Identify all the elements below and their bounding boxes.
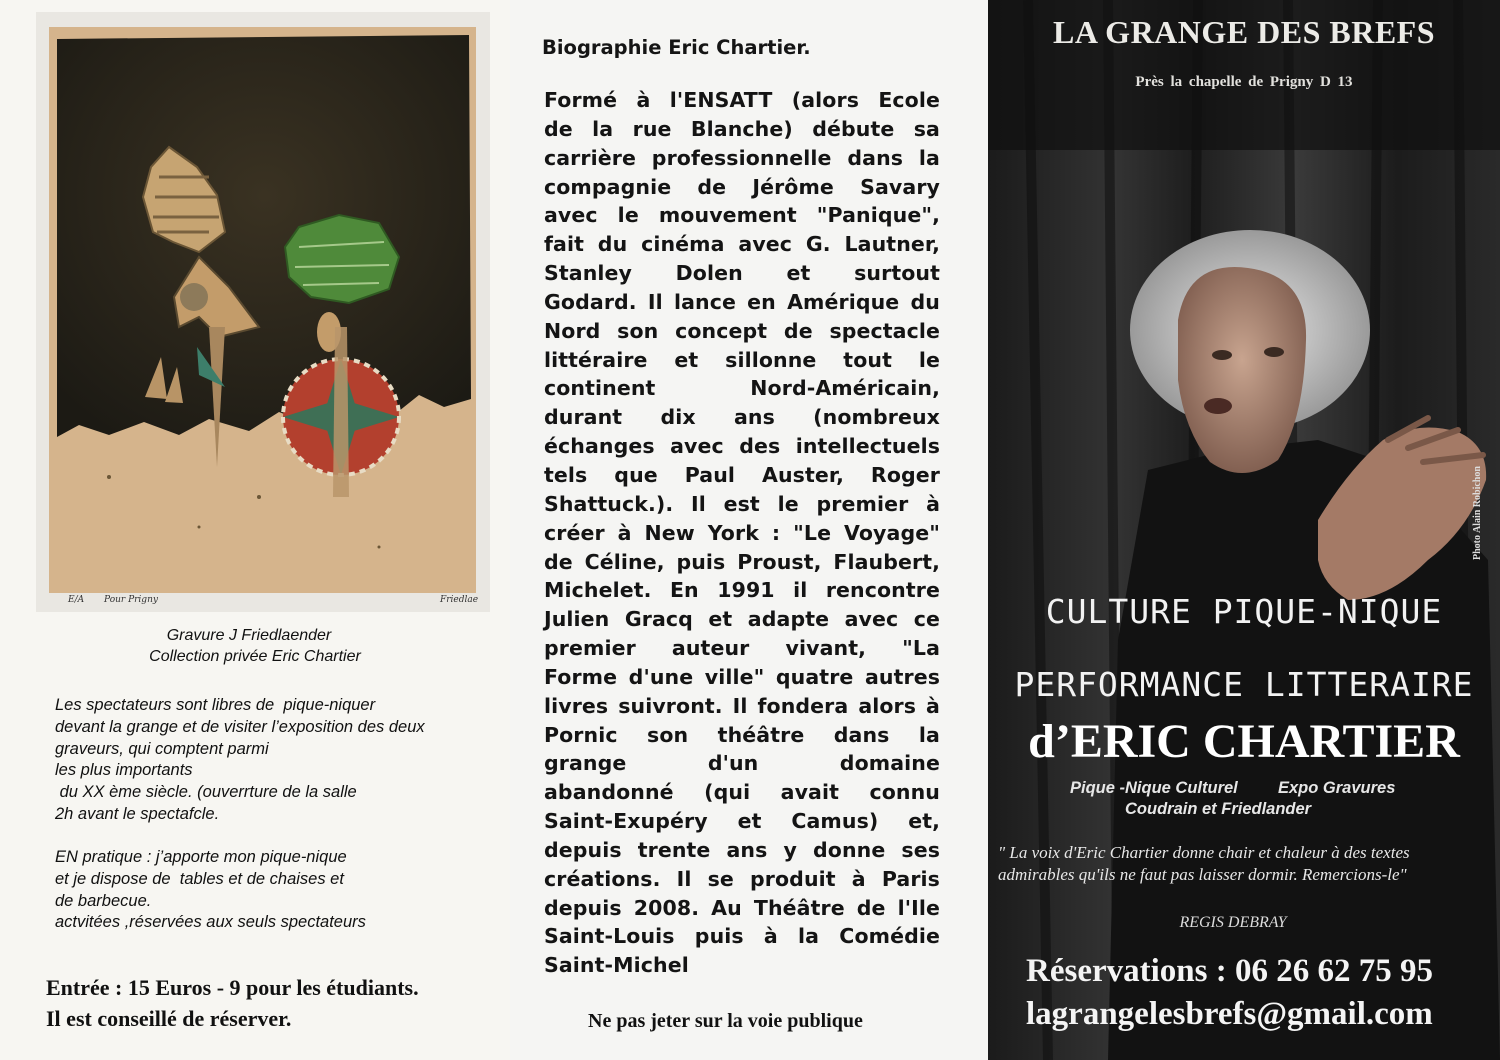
biography-line: Nord son concept de spectacle xyxy=(544,318,940,343)
biography-line: de la rue Blanche) débute sa xyxy=(544,116,940,141)
artwork-edition-mark: E/A xyxy=(68,595,85,605)
footer-notice: Ne pas jeter sur la voie publique xyxy=(588,1010,863,1032)
practical-paragraph xyxy=(55,847,366,934)
biography-line: avec le mouvement "Panique", xyxy=(544,203,940,228)
biography-line: Saint-Louis puis à la Comédie xyxy=(544,924,940,949)
left-panel xyxy=(0,0,510,1060)
engraving-image xyxy=(49,27,476,593)
biography-line: Pornic son théâtre dans la xyxy=(544,722,940,747)
info-engravers: Coudrain et Friedlander xyxy=(1125,800,1312,818)
reservation-phone[interactable]: Réservations : 06 26 62 75 95 xyxy=(1026,953,1433,989)
info-line: devant la grange et de visiter l’exposition des deux xyxy=(55,717,425,736)
artwork-signature: Friedlae xyxy=(440,595,479,605)
entry-price: Entrée : 15 Euros - 9 pour les étudiants. xyxy=(46,975,419,1000)
info-paragraph xyxy=(55,695,425,826)
photo-credit: Photo Alain Robichon xyxy=(1472,466,1483,560)
biography-line: Saint-Exupéry et Camus) et, xyxy=(544,809,940,834)
biography-line: tels que Paul Auster, Roger xyxy=(544,462,940,487)
practical-line: actvitées ,réservées aux seuls spectateurs xyxy=(55,913,366,932)
entry-advice: Il est conseillé de réserver. xyxy=(46,1006,292,1031)
biography-line: Shattuck.). Il est le premier à xyxy=(544,491,940,516)
headline-performance: PERFORMANCE LITTERAIRE xyxy=(1014,665,1474,704)
artwork-dedication: Pour Prigny xyxy=(104,595,158,605)
quote-author: REGIS DEBRAY xyxy=(1179,914,1287,931)
quote-line: admirables qu'ils ne faut pas laisser dormir. Remercions-le" xyxy=(998,865,1407,884)
info-line: Les spectateurs sont libres de pique-niquer xyxy=(55,696,376,714)
practical-line: et je dispose de tables et de chaises et xyxy=(55,869,344,888)
biography-line: Julien Gracq et adapte avec ce xyxy=(544,607,940,632)
biography-line: depuis 2008. Au Théâtre de l'Ile xyxy=(544,895,940,920)
biography-line: abandonné (qui avait connu xyxy=(544,780,940,805)
venue-location: Près la chapelle de Prigny D 13 xyxy=(1135,74,1353,90)
biography-line: compagnie de Jérôme Savary xyxy=(544,174,940,199)
artwork-frame xyxy=(36,12,490,612)
info-expo: Expo Gravures xyxy=(1278,779,1396,797)
biography-line: depuis trente ans y donne ses xyxy=(544,837,940,862)
info-line: du XX ème siècle. (ouverrture de la salle xyxy=(55,783,357,802)
press-quote xyxy=(998,842,1496,886)
biography-text xyxy=(544,86,940,980)
biography-line: échanges avec des intellectuels xyxy=(544,434,940,459)
biography-line: premier auteur vivant, "La xyxy=(544,636,940,661)
performer-name: d’ERIC CHARTIER xyxy=(1028,715,1460,768)
biography-line: Saint-Michel xyxy=(544,953,689,978)
biography-line: fait du cinéma avec G. Lautner, xyxy=(544,232,940,257)
biography-line: littéraire et sillonne tout le xyxy=(544,347,940,372)
practical-line: de barbecue. xyxy=(55,891,152,910)
biography-title: Biographie Eric Chartier. xyxy=(542,36,811,59)
biography-line: créer à New York : "Le Voyage" xyxy=(544,520,940,545)
biography-line: carrière professionnelle dans la xyxy=(544,145,940,170)
biography-line: créations. Il se produit à Paris xyxy=(544,866,940,891)
biography-line: Stanley Dolen et surtout xyxy=(544,261,940,286)
artwork-print xyxy=(49,27,476,593)
info-line: graveurs, qui comptent parmi xyxy=(55,739,269,758)
biography-line: Godard. Il lance en Amérique du xyxy=(544,289,940,314)
biography-line: de Céline, puis Proust, Flaubert, xyxy=(544,549,940,574)
biography-line: grange d'un domaine xyxy=(544,751,940,776)
biography-line: durant dix ans (nombreux xyxy=(544,405,940,430)
biography-line: Michelet. En 1991 il rencontre xyxy=(544,578,940,603)
info-line: 2h avant le spectafcle. xyxy=(55,804,220,823)
poster-panel xyxy=(988,0,1500,1060)
info-picnic: Pique -Nique Culturel xyxy=(1070,779,1238,797)
contact-email[interactable]: lagrangelesbrefs@gmail.com xyxy=(1026,996,1433,1032)
biography-line: livres suivront. Il fondera alors à xyxy=(544,693,940,718)
practical-line: EN pratique : j’apporte mon pique-nique xyxy=(55,848,347,866)
biography-line: Formé à l'ENSATT (alors Ecole xyxy=(544,88,940,112)
artwork-caption-collection: Collection privée Eric Chartier xyxy=(149,648,361,665)
biography-line: Forme d'une ville" quatre autres xyxy=(544,664,940,689)
biography-line: continent Nord-Américain, xyxy=(544,376,940,401)
info-line: les plus importants xyxy=(55,761,193,780)
headline-culture: CULTURE PIQUE-NIQUE xyxy=(1045,592,1443,631)
venue-title: LA GRANGE DES BREFS xyxy=(1052,14,1436,50)
artwork-caption-title: Gravure J Friedlaender xyxy=(166,627,332,644)
performer-photo xyxy=(988,0,1500,1060)
quote-line: " La voix d'Eric Chartier donne chair et chaleur à des textes xyxy=(998,843,1410,862)
